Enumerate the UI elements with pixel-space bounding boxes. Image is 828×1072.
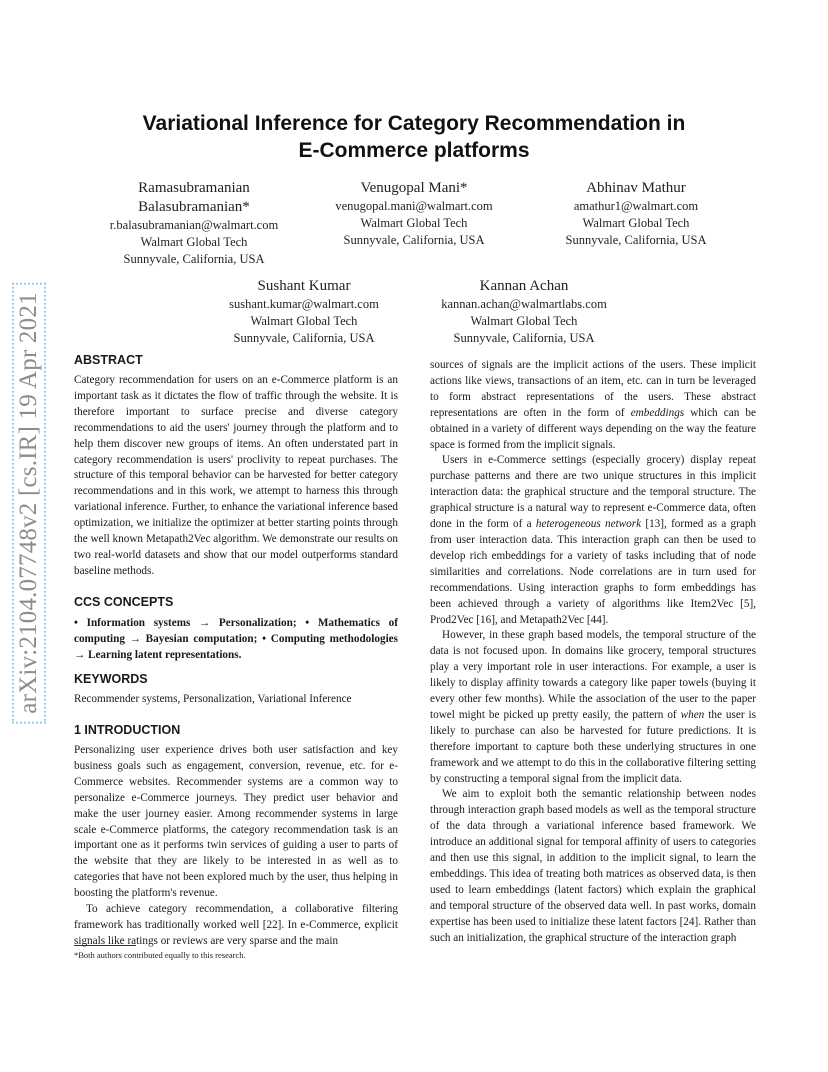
keywords-text: Recommender systems, Personalization, Variational Inference xyxy=(74,693,352,705)
author-4 xyxy=(192,277,416,347)
ccs-section xyxy=(74,594,398,664)
author-1-location: Sunnyvale, California, USA xyxy=(123,252,265,266)
author-3-location: Sunnyvale, California, USA xyxy=(565,233,707,247)
right-column xyxy=(430,358,756,947)
paper-title xyxy=(74,110,754,164)
right-p2-part-a: Users in e-Commerce settings (especially grocery) display repeat purchase patterns and there are two unique structures in this implicit interaction data: the graphical structure and the temporal structure. The graphical structure is a natural way to represent e-Commerce data, often done in the form of a xyxy=(430,454,756,531)
author-2-name: Venugopal Mani* xyxy=(360,180,468,196)
keywords-section xyxy=(74,671,398,708)
right-p2-emphasis: heterogeneous network xyxy=(535,518,642,531)
right-p3-part-b: the user is likely to purchase can also be harvested for future predictions. It is therefore important to capture both these underlying structures in one framework and we attempt to do this in the collaborative filtering setting by constructing a temporal signal from the implicit data. xyxy=(430,708,756,785)
arxiv-stamp xyxy=(14,268,44,738)
arxiv-stamp-text: arXiv:2104.07748v2 [cs.IR] 19 Apr 2021 xyxy=(12,282,46,723)
right-paragraph-2 xyxy=(430,453,756,628)
author-3-org: Walmart Global Tech xyxy=(582,216,690,230)
author-2-email: venugopal.mani@walmart.com xyxy=(335,199,493,213)
intro-paragraph-1: Personalizing user experience drives both user satisfaction and key business goals such as engagement, conversion, revenue, etc. for e-Commerce websites. Recommender systems are a common way to personalize e-Commerce journeys. They predict user behavior and make the user journey easier. Among recommender systems in large scale e-Commerce platforms, the category recommendation task is an important one as it performs twin services of guiding a user to parts of the website that they are likely to be interested in as well as to categories that have not been explored much by the user, thus helping in boosting the platform's revenue. xyxy=(74,744,398,900)
abstract-heading: ABSTRACT xyxy=(74,353,143,367)
right-p2-part-b: [13], formed as a graph from user interaction data. This interaction graph can then be used to develop rich embeddings for a variety of tasks including that of node similarities and correlations. Node correlations are in turn used for recommendations. Using interaction graphs to form embeddings has been achieved through a variety of algorithms like Item2Vec [5], Prod2Vec [16], and Metapath2Vec [44]. xyxy=(430,518,757,626)
author-1-org: Walmart Global Tech xyxy=(140,235,248,249)
author-3-email: amathur1@walmart.com xyxy=(573,199,699,213)
author-1 xyxy=(82,179,306,268)
author-3-name: Abhinav Mathur xyxy=(586,180,686,196)
introduction-section xyxy=(74,722,398,950)
author-5-org: Walmart Global Tech xyxy=(470,314,578,328)
author-5-email: kannan.achan@walmartlabs.com xyxy=(441,297,607,311)
right-p3-emphasis: when xyxy=(680,708,705,721)
author-4-org: Walmart Global Tech xyxy=(250,314,358,328)
author-2-location: Sunnyvale, California, USA xyxy=(343,233,485,247)
right-p1-part-b: which can be obtained in a variety of different ways depending on the way the feature space is formed from the implicit signals. xyxy=(430,406,756,451)
footnote: *Both authors contributed equally to this research. xyxy=(74,950,246,960)
author-3 xyxy=(524,179,748,249)
author-1-name-line1: Ramasubramanian xyxy=(138,180,250,196)
intro-paragraph-2: To achieve category recommendation, a collaborative filtering framework has traditionally worked well [22]. In e-Commerce, explicit signals like ratings or reviews are very sparse and the main xyxy=(74,903,398,947)
introduction-heading: 1 INTRODUCTION xyxy=(74,723,181,737)
right-paragraph-3 xyxy=(430,628,756,787)
author-4-location: Sunnyvale, California, USA xyxy=(233,331,375,345)
abstract-text: Category recommendation for users on an e-Commerce platform is an important task as it dictates the flow of traffic through the website. It is therefore important to surface precise and diverse category recommendations to aid the users' journey through the platform and to help them discover new groups of items. An often understated part in category recommendation is users' proclivity to repeat purchases. The structure of this temporal behavior can be harvested for better category recommendations and in this work, we attempt to harness this through variational inference. Further, to enhance the variational inference based optimization, we initialize the optimizer at better starting points through the well known Metapath2Vec algorithm. We demonstrate our results on two real-world datasets and show that our model outperforms standard baseline methods. xyxy=(74,374,398,577)
author-5 xyxy=(412,277,636,347)
right-p1-part-a: sources of signals are the implicit actions of the users. These implicit actions like views, transactions of an item, etc. can in turn be leveraged to form abstract representations of the users. These abstract representations are often in the form of xyxy=(430,359,756,419)
right-paragraph-1 xyxy=(430,358,756,453)
author-2 xyxy=(302,179,526,249)
right-p3-part-a: However, in these graph based models, the temporal structure of the data is not focused upon. In domains like grocery, temporal structures play a very important role in user interactions. For example, a user is likely to display affinity towards a category like paper towels (buying it every other few months). While the association of the user to the paper towel might be picked up pretty easily, the pattern of xyxy=(430,629,756,721)
author-1-name-line2: Balasubramanian* xyxy=(138,199,250,215)
footnote-rule xyxy=(74,945,136,946)
right-p1-emphasis: embeddings xyxy=(630,406,685,419)
author-2-org: Walmart Global Tech xyxy=(360,216,468,230)
author-1-email: r.balasubramanian@walmart.com xyxy=(109,218,279,232)
author-5-name: Kannan Achan xyxy=(479,278,569,294)
keywords-heading: KEYWORDS xyxy=(74,672,148,686)
title-line-2: E-Commerce platforms xyxy=(298,139,530,162)
ccs-heading: CCS CONCEPTS xyxy=(74,595,174,609)
right-paragraph-4: We aim to exploit both the semantic relationship between nodes through interaction graph based models as well as the temporal structure of the data through a variational inference based framework. We introduce an additional signal for temporal affinity of users to categories and then use this signal, in addition to the implicit signal, to learn the embeddings. This idea of treating both matrices as observed data, is then used to learn embeddings (latent factors) which explain the graphical and temporal structure of the observed data well. In past works, domain expertise has been used to initialize these latent factors [24]. Rather than such an initialization, the graphical structure of the interaction graph xyxy=(430,788,756,944)
ccs-text: • Information systems → Personalization; • Mathematics of computing → Bayesian computation; • Computing methodologies → Learning latent representations. xyxy=(74,617,398,661)
author-4-name: Sushant Kumar xyxy=(257,278,351,294)
author-4-email: sushant.kumar@walmart.com xyxy=(229,297,379,311)
title-line-1: Variational Inference for Category Recommendation in xyxy=(142,112,686,135)
abstract-section xyxy=(74,352,398,580)
author-5-location: Sunnyvale, California, USA xyxy=(453,331,595,345)
